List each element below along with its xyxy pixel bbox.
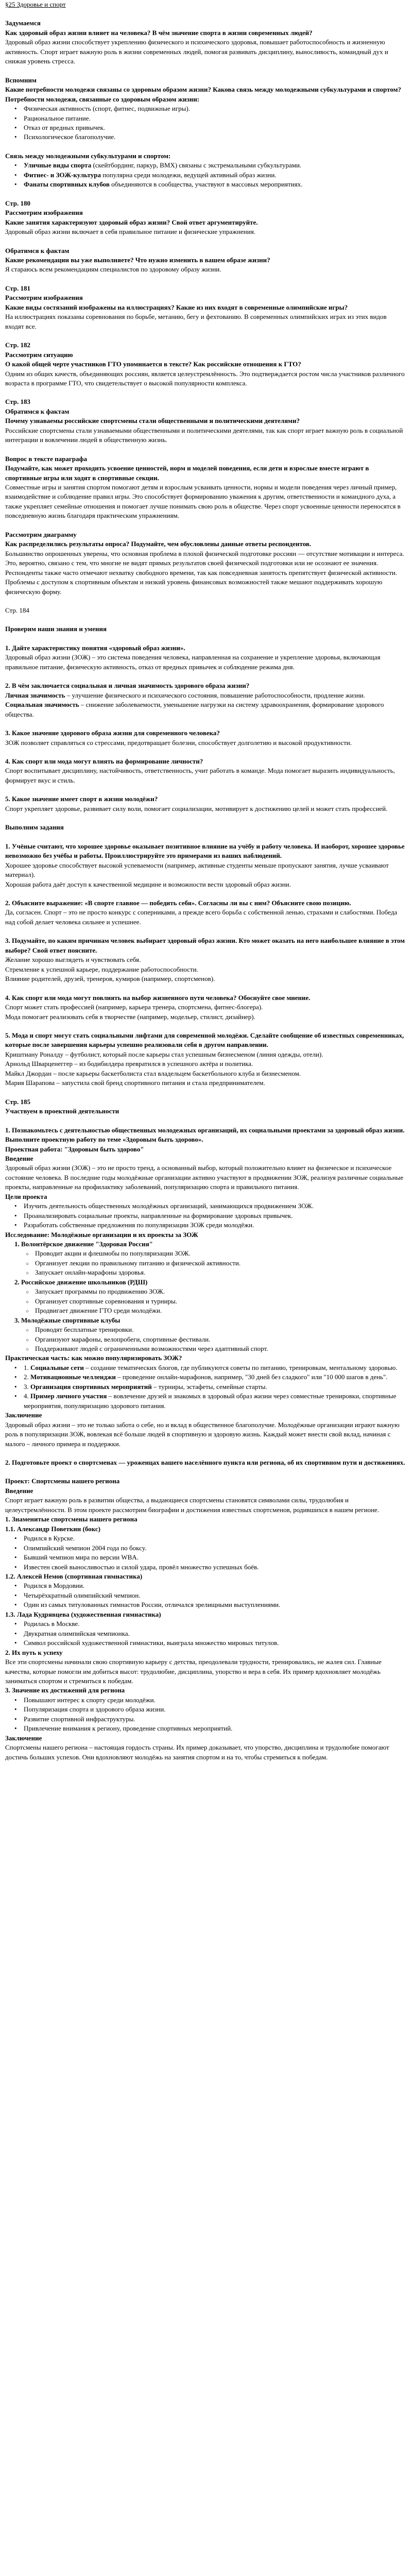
list-item: [5, 1638, 407, 1648]
list-item-text: Привлечение внимания к региону, проведение спортивных мероприятий.: [24, 1724, 233, 1733]
list-item: [5, 1534, 407, 1543]
bold-lead: Социальная значимость: [5, 701, 79, 709]
dot-bullet-icon: [14, 1563, 24, 1572]
list-item: [5, 1201, 407, 1211]
spacer: [5, 785, 407, 794]
dot-bullet-icon: [14, 1715, 24, 1724]
text-line: Одним из общих качеств, объединяющих россиян, является целеустремлённость. Это подтверждается ростом числа участников различного возраста в программе ГТО, что свидетельствует о высокой популярности комплекса.: [5, 369, 405, 387]
spacer: [5, 672, 407, 681]
list-item: [5, 1372, 407, 1382]
list-item-text: Продвигает движение ГТО среди молодёжи.: [35, 1307, 162, 1315]
heading-line: 3. Значение их достижений для региона: [5, 1686, 125, 1694]
dot-bullet-icon: [14, 1372, 24, 1382]
list-item: [5, 1563, 407, 1572]
list-item-text: Рациональное питание.: [24, 114, 91, 122]
dot-bullet-icon: [14, 1629, 24, 1638]
spacer: [5, 634, 407, 643]
spacer: [5, 331, 407, 341]
spacer: [5, 445, 407, 454]
list-item-text: Бывший чемпион мира по версии WBA.: [24, 1553, 139, 1562]
heading-line: 1. Учёные считают, что хорошее здоровье оказывает позитивное влияние на учёбу и работу человека. И наоборот, хорошее здоровье невозможно без учёбы и работы. Проиллюстрируйте это примерами из ваших наблюдений.: [5, 842, 405, 860]
heading-line: Стр. 180: [5, 199, 30, 207]
circle-bullet-icon: [26, 1297, 35, 1306]
bold-lead: Личная значимость: [5, 691, 65, 699]
list-item-text: Отказ от вредных привычек.: [24, 123, 106, 131]
spacer: [5, 190, 407, 199]
text-line: Мода помогает реализовать себя в творчестве (например, модельер, стилист, дизайнер).: [5, 1012, 255, 1021]
list-item-text: Психологическое благополучие.: [24, 133, 116, 141]
text-line: Спорт воспитывает дисциплину, настойчивость, ответственность, учит работать в команде. Мода помогает выразить индивидуальность, формирует вкус и стиль.: [5, 767, 395, 784]
spacer: [5, 748, 407, 757]
dot-bullet-icon: [14, 114, 24, 123]
text-line: Спорт укрепляет здоровье, развивает силу воли, помогает социализации, мотивирует к достижению целей и может стать профессией.: [5, 804, 388, 812]
heading-line: Вспомним: [5, 76, 37, 84]
text-line: Спорт играет важную роль в развитии общества, а выдающиеся спортсмены становятся символами силы, трудолюбия и целеустремлённости. В этом проекте рассмотрим биографии и достижения известных спортсменов, родившихся в нашем регионе.: [5, 1496, 380, 1514]
heading-line: Вопрос в тексте параграфа: [5, 454, 88, 463]
heading-line: 4. Как спорт или мода могут повлиять на выбор жизненного пути человека? Обоснуйте свое мнение.: [5, 993, 311, 1002]
circle-bullet-icon: [26, 1306, 35, 1315]
heading-line: Какие потребности молодежи связаны со здоровым образом жизни? Какова связь между молодежными субкультурами и спортом?: [5, 86, 401, 94]
text-line: Российские спортсмены стали узнаваемыми общественными и политическими деятелями, так как спорт играет важную роль в социальной интеграции и вовлечении людей в общественную жизнь.: [5, 426, 403, 444]
list-item-text: Физическая активность (спорт, фитнес, подвижные игры).: [24, 105, 191, 113]
list-item: [5, 1297, 407, 1306]
list-item-text: 1. Социальные сети – создание тематических блогов, где публикуются советы по питанию, тренировкам, ментальному здоровью.: [24, 1363, 398, 1371]
list-item: [5, 114, 407, 123]
list-item-text: 3. Организация спортивных мероприятий – турниры, эстафеты, семейные старты.: [24, 1382, 267, 1391]
list-item: [5, 1591, 407, 1600]
list-item: [5, 1629, 407, 1638]
spacer: [5, 889, 407, 899]
spacer: [5, 814, 407, 823]
list-item-text: Фитнес- и ЗОЖ-культура популярна среди молодежи, ведущей активный образ жизни.: [24, 171, 277, 179]
heading-line: Заключение: [5, 1734, 42, 1742]
bold-lead: Пример личного участия: [30, 1392, 107, 1400]
heading-line: Связь между молодежными субкультурами и спортом:: [5, 151, 171, 160]
heading-line: Стр. 185: [5, 1097, 30, 1106]
text-line: Майкл Джордан – после карьеры баскетболиста стал владельцем баскетбольного клуба и бизнесменом.: [5, 1069, 301, 1077]
list-item-text: Разработать собственные предложения по популяризации ЗОЖ среди молодёжи.: [24, 1221, 254, 1229]
dot-bullet-icon: [14, 1724, 24, 1733]
list-item: [5, 1553, 407, 1562]
list-item-text: Популяризация спорта и здорового образа жизни.: [24, 1705, 166, 1714]
heading-line: 1.2. Алексей Немов (спортивная гимнастика): [5, 1572, 143, 1580]
circle-bullet-icon: [26, 1344, 35, 1353]
heading-line: Проектная работа: "Здоровым быть здорово": [5, 1145, 144, 1153]
heading-line: 1. Знаменитые спортсмены нашего региона: [5, 1515, 138, 1523]
heading-line: Потребности молодежи, связанные со здоровым образом жизни:: [5, 95, 200, 103]
bold-lead: Мотивационные челленджи: [30, 1373, 116, 1381]
spacer: [5, 1088, 407, 1097]
list-item: [5, 1392, 407, 1411]
spacer: [5, 1467, 407, 1477]
heading-line: Рассмотрим ситуацию: [5, 350, 73, 359]
list-item: [5, 1363, 407, 1372]
dot-bullet-icon: [14, 132, 24, 142]
heading-line: 3. Молодёжные спортивные клубы: [14, 1316, 121, 1324]
list-item-text: Организуют марафоны, велопробеги, спортивные фестивали.: [35, 1335, 211, 1343]
list-item: [5, 104, 407, 113]
text-line: Большинство опрошенных уверены, что основная проблема в плохой физической подготовке россиян — отсутствие мотивации и интереса. Это, вероятно, связано с тем, что многие не видят прямых результатов своей физической подготовки или не осознают ее значения. Респонденты также часто отмечают нехватку свободного времени, так как повседневная занятость препятствует физической активности. Проблемы с доступом к спортивным объектам и низкий уровень финансовых возможностей также мешают поддерживать хорошую физическую форму.: [5, 549, 404, 596]
list-item-text: Двукратная олимпийская чемпионка.: [24, 1629, 130, 1637]
list-item-text: Уличные виды спорта (скейтбординг, паркур, BMX) связаны с экстремальными субкультурами.: [24, 161, 302, 170]
text-line: §25 Здоровье и спорт: [5, 1, 66, 8]
heading-line: 1.1. Александр Поветкин (бокс): [5, 1524, 100, 1533]
spacer: [5, 984, 407, 993]
list-item: [5, 1287, 407, 1296]
list-item: [5, 1696, 407, 1705]
dot-bullet-icon: [14, 1221, 24, 1230]
text-line: Желание хорошо выглядеть и чувствовать себя.: [5, 956, 141, 964]
dot-bullet-icon: [14, 161, 24, 170]
text-line: Спортсмены нашего региона – настоящая гордость страны. Их пример доказывает, что упорство, дисциплина и трудолюбие помогают достичь больших успехов. Они вдохновляют молодёжь на занятия спортом и на то, чтобы стремиться к победам.: [5, 1743, 389, 1761]
text-line: Здоровый образ жизни включает в себя правильное питание и физические упражнения.: [5, 228, 255, 236]
dot-bullet-icon: [14, 1544, 24, 1553]
list-item: [5, 1715, 407, 1724]
list-item-text: Родилась в Москве.: [24, 1620, 80, 1628]
text-line: Мария Шарапова – запустила свой бренд спортивного питания и стала предпринимателем.: [5, 1079, 265, 1087]
list-item-text: Проанализировать социальные проекты, направленные на формирование здоровых привычек.: [24, 1211, 293, 1219]
text-line: Здоровый образ жизни (ЗОЖ) – это не просто тренд, а основанный выбор, который положительно влияет на физическое и психическое состояние человека. В последние годы молодёжные организации активно участвуют в продвижении ЗОЖ, реализуя различные социальные проекты, направленные на профилактику заболеваний, популяризацию спорта и правильного питания.: [5, 1164, 404, 1191]
heading-line: 2. В чём заключается социальная и личная значимость здорового образа жизни?: [5, 682, 250, 690]
text-line: Я стараюсь всем рекомендациям специалистов по здоровому образу жизни.: [5, 265, 221, 274]
heading-line: Введение: [5, 1486, 33, 1495]
circle-bullet-icon: [26, 1249, 35, 1258]
heading-line: Какие рекомендации вы уже выполняете? Что нужно изменить в вашем образе жизни?: [5, 256, 270, 264]
list-item-text: Проводят бесплатные тренировки.: [35, 1326, 134, 1334]
text-line: Личная значимость – улучшение физического и психического состояния, повышение работоспособности, продление жизни.: [5, 691, 365, 699]
text-line: Хорошее здоровье способствует высокой успеваемости (например, активные студенты меньше пропускают занятия, лучше усваивают материал).: [5, 861, 389, 879]
heading-line: Стр. 183: [5, 398, 30, 406]
heading-line: Какие виды состязаний изображены на иллюстрациях? Какие из них входят в современные олимпийские игры?: [5, 303, 348, 311]
list-item-text: Символ российской художественной гимнастики, выиграла множество мировых титулов.: [24, 1639, 279, 1647]
list-item-text: Запускает онлайн-марафоны здоровья.: [35, 1268, 146, 1277]
bold-lead: Уличные виды спорта: [24, 161, 92, 170]
list-item: [5, 1306, 407, 1315]
spacer: [5, 1116, 407, 1126]
list-item-text: Изучить деятельность общественных молодёжных организаций, занимающихся продвижением ЗОЖ.: [24, 1202, 314, 1210]
spacer: [5, 719, 407, 728]
text-line: Криштиану Роналду – футболист, который после карьеры стал успешным бизнесменом (линия одежды, отели).: [5, 1050, 323, 1058]
dot-bullet-icon: [14, 171, 24, 180]
list-item: [5, 1600, 407, 1609]
text-line: Хорошая работа даёт доступ к качественной медицине и возможности вести здоровый образ жизни.: [5, 880, 291, 888]
heading-line: Проект: Спортсмены нашего региона: [5, 1477, 120, 1485]
list-item-text: Развитие спортивной инфраструктуры.: [24, 1715, 135, 1723]
spacer: [5, 927, 407, 936]
heading-line: Выполним задания: [5, 823, 64, 832]
heading-line: Заключение: [5, 1411, 42, 1419]
heading-line: 2. Объясните выражение: «В спорте главное — победить себя». Согласны ли вы с ним? Объясните свою позицию.: [5, 899, 351, 907]
list-item: [5, 1619, 407, 1629]
dot-bullet-icon: [14, 1705, 24, 1714]
list-item: [5, 1581, 407, 1590]
heading-line: 1.3. Лада Кудрявцева (художественная гимнастика): [5, 1610, 161, 1618]
heading-line: Как здоровый образ жизни влияет на человека? В чём значение спорта в жизни современных людей?: [5, 28, 313, 37]
text-line: Здоровый образ жизни (ЗОЖ) – это система поведения человека, направленная на сохранение и укрепление здоровья, включающая правильное питание, физическую активность, отказ от вредных привычек и соблюдение режима дня.: [5, 653, 381, 671]
dot-bullet-icon: [14, 123, 24, 132]
spacer: [5, 237, 407, 246]
list-item: [5, 1705, 407, 1714]
dot-bullet-icon: [14, 1581, 24, 1590]
dot-bullet-icon: [14, 1591, 24, 1600]
list-item: [5, 1344, 407, 1353]
heading-line: 1. Познакомьтесь с деятельностью общественных молодежных организаций, их социальными проектами за здоровый образ жизни. Выполните проектную работу по теме «Здоровым быть здорово».: [5, 1126, 405, 1144]
spacer: [5, 1449, 407, 1458]
list-item-text: Повышают интерес к спорту среди молодёжи.: [24, 1696, 156, 1704]
heading-line: 3. Какое значение здорового образа жизни для современного человека?: [5, 729, 220, 737]
text-line: На иллюстрациях показаны соревнования по борьбе, метанию, бегу и фехтованию. В современных олимпийских играх из этих видов входят все.: [5, 313, 387, 330]
heading-line: Стр. 182: [5, 341, 30, 349]
text-line: ЗОЖ позволяет справляться со стрессами, предотвращает болезни, способствует долголетию и высокой продуктивности.: [5, 738, 352, 747]
dot-bullet-icon: [14, 1696, 24, 1705]
dot-bullet-icon: [14, 1392, 24, 1411]
heading-line: Исследование: Молодёжные организации и их проекты за ЗОЖ: [5, 1230, 198, 1239]
heading-line: 2. Российское движение школьников (РДШ): [14, 1278, 148, 1286]
heading-line: Проверим наши знания и умения: [5, 625, 107, 633]
list-item-text: Проводит акции и флешмобы по популяризации ЗОЖ.: [35, 1249, 191, 1258]
heading-line: 3. Подумайте, по каким причинам человек выбирает здоровый образ жизни. Кто может оказать на него наибольшее влияние в этом выборе? Свой ответ поясните.: [5, 937, 405, 954]
heading-line: Задумаемся: [5, 19, 41, 27]
text-line: Здоровый образ жизни – это не только забота о себе, но и вклад в общественное благополучие. Молодёжные организации играют важную роль в популяризации ЗОЖ, вовлекая всё больше людей в спортивную и здоровую жизнь. Каждый может внести свой вклад, начиная с малого – личного примера и поддержки.: [5, 1420, 400, 1448]
text-line: Здоровый образ жизни способствует укреплению физического и психического здоровья, повышает работоспособность и жизненную активность. Спорт играет важную роль в жизни современных людей, помогая развивать дисциплину, выносливость, командный дух и снижая уровень стресса.: [5, 38, 388, 65]
text-line: Арнольд Шварценеггер – из бодибилдера превратился в успешного актёра и политика.: [5, 1060, 253, 1068]
list-item-text: 2. Мотивационные челленджи – проведение онлайн-марафонов, например, "30 дней без сладкого" или "10 000 шагов в день".: [24, 1373, 388, 1381]
circle-bullet-icon: [26, 1325, 35, 1334]
dot-bullet-icon: [14, 1553, 24, 1562]
dot-bullet-icon: [14, 1211, 24, 1221]
heading-line: 1. Волонтёрское движение "Здоровая Россия": [14, 1240, 153, 1248]
list-item: [5, 1211, 407, 1221]
circle-bullet-icon: [26, 1335, 35, 1344]
heading-line: 4. Как спорт или мода могут влиять на формирование личности?: [5, 757, 203, 765]
text-line: Да, согласен. Спорт – это не просто конкурс с соперниками, а прежде всего борьба с собственной ленью, страхами и слабостями. Победа над собой делает человека сильнее и успешнее.: [5, 908, 398, 926]
list-item-text: 4. Пример личного участия – вовлечение друзей и знакомых в здоровый образ жизни через совместные тренировки, спортивные мероприятия, популяризацию здорового питания.: [24, 1392, 397, 1410]
list-item: [5, 180, 407, 189]
dot-bullet-icon: [14, 1619, 24, 1629]
dot-bullet-icon: [14, 1638, 24, 1648]
heading-line: Рассмотрим изображения: [5, 209, 83, 217]
spacer: [5, 833, 407, 842]
spacer: [5, 521, 407, 530]
list-item: [5, 1325, 407, 1334]
list-item: [5, 123, 407, 132]
bold-lead: Фитнес- и ЗОЖ-культура: [24, 171, 101, 179]
spacer: [5, 142, 407, 151]
list-item: [5, 1259, 407, 1268]
circle-bullet-icon: [26, 1259, 35, 1268]
list-item-text: Организует спортивные соревнования и турниры.: [35, 1297, 177, 1305]
spacer: [5, 388, 407, 397]
heading-line: Стр. 181: [5, 284, 30, 292]
heading-line: 1. Дайте характеристику понятия «здоровый образ жизни».: [5, 643, 185, 652]
heading-line: 5. Мода и спорт могут стать социальными лифтами для современной молодёжи. Сделайте сообщение об известных современниках, которые после завершения карьеры успешно реализовали себя в другом направлении.: [5, 1031, 404, 1049]
dot-bullet-icon: [14, 1534, 24, 1543]
list-item-text: Родился в Курске.: [24, 1534, 75, 1543]
list-item-text: Запускает программы по продвижению ЗОЖ.: [35, 1287, 165, 1296]
heading-line: Рассмотрим диаграмму: [5, 530, 77, 538]
heading-line: 2. Их путь к успеху: [5, 1648, 63, 1656]
heading-line: Обратимся к фактам: [5, 407, 70, 415]
spacer: [5, 9, 407, 19]
list-item-text: Организует лекции по правильному питанию и физической активности.: [35, 1259, 241, 1267]
heading-line: Обратимся к фактам: [5, 246, 70, 255]
heading-line: Рассмотрим изображения: [5, 294, 83, 302]
bold-lead: Организация спортивных мероприятий: [30, 1382, 152, 1391]
spacer: [5, 275, 407, 284]
dot-bullet-icon: [14, 1363, 24, 1372]
heading-line: Практическая часть: как можно популяризировать ЗОЖ?: [5, 1354, 182, 1362]
list-item-text: Фанаты спортивных клубов объединяются в сообщества, участвуют в массовых мероприятиях.: [24, 180, 303, 189]
heading-line: 2. Подготовьте проект о спортсменах — уроженцах вашего населённого пункта или региона, об их спортивном пути и достижениях.: [5, 1459, 405, 1466]
spacer: [5, 66, 407, 76]
heading-line: О какой общей черте участников ГТО упоминается в тексте? Как российские отношения к ГТО?: [5, 360, 301, 368]
list-item: [5, 132, 407, 142]
heading-line: Участвуем в проектной деятельности: [5, 1107, 119, 1115]
text-line: Совместные игры и занятия спортом помогают детям и взрослым усваивать ценности, нормы и модели поведения через личный пример, взаимодействие и соблюдение правил игры. Это способствует формированию уважения к другим, ответственности и командного духа, а также укрепляет семейные отношения и помогает лучше понимать свою роль в обществе. Через спорт усвоенные ценности переносятся в повседневную жизнь благодаря практическим упражнениям.: [5, 483, 401, 520]
list-item: [5, 171, 407, 180]
list-item: [5, 161, 407, 170]
heading-line: Почему узнаваемы российские спортсмены стали общественными и политическими деятелями?: [5, 417, 300, 425]
bold-lead: Фанаты спортивных клубов: [24, 180, 110, 189]
list-item-text: Один из самых титулованных гимнастов России, отличался зрелищными выступлениями.: [24, 1601, 281, 1609]
list-item-text: Поддерживают людей с ограниченными возможностями через адаптивный спорт.: [35, 1345, 268, 1353]
list-item-text: Родился в Мордовии.: [24, 1582, 84, 1590]
heading-line: 5. Какое значение имеет спорт в жизни молодёжи?: [5, 795, 158, 803]
heading-line: Подумайте, как может проходить усвоение ценностей, норм и моделей поведения, если дети и взрослые вместе играют в спортивные игры или ходят в спортивные секции.: [5, 464, 369, 482]
bold-lead: Социальные сети: [30, 1363, 84, 1371]
list-item-text: Известен своей выносливостью и силой удара, провёл множество успешных боёв.: [24, 1563, 259, 1571]
dot-bullet-icon: [14, 1201, 24, 1211]
circle-bullet-icon: [26, 1287, 35, 1296]
list-item: [5, 1249, 407, 1258]
dot-bullet-icon: [14, 180, 24, 189]
list-item: [5, 1221, 407, 1230]
list-item: [5, 1544, 407, 1553]
list-item: [5, 1724, 407, 1733]
list-item: [5, 1268, 407, 1277]
heading-line: Цели проекта: [5, 1192, 47, 1200]
text-line: Влияние родителей, друзей, тренеров, кумиров (например, спортсменов).: [5, 975, 215, 983]
spacer: [5, 1022, 407, 1031]
dot-bullet-icon: [14, 1382, 24, 1392]
spacer: [5, 597, 407, 606]
text-line: Спорт может стать профессией (например, карьера тренера, спортсмена, фитнес-блогера).: [5, 1003, 263, 1011]
dot-bullet-icon: [14, 104, 24, 113]
list-item: [5, 1382, 407, 1392]
list-item-text: Четырёхкратный олимпийский чемпион.: [24, 1591, 141, 1599]
heading-line: Как распределились результаты опроса? Подумайте, чем обусловлены данные ответы респондентов.: [5, 540, 312, 548]
heading-line: Введение: [5, 1154, 33, 1162]
list-item: [5, 1335, 407, 1344]
circle-bullet-icon: [26, 1268, 35, 1277]
spacer: [5, 615, 407, 624]
text-line: Социальная значимость – снижение заболеваемости, уменьшение нагрузки на систему здравоохранения, формирование здорового общества.: [5, 701, 384, 718]
text-line: Стремление к успешной карьере, поддержание работоспособности.: [5, 965, 198, 973]
heading-line: Какие занятия характеризуют здоровый образ жизни? Свой ответ аргументируйте.: [5, 218, 258, 226]
list-item-text: Олимпийский чемпион 2004 года по боксу.: [24, 1544, 147, 1552]
text-line: Стр. 184: [5, 606, 29, 615]
text-line: Все эти спортсмены начинали свою спортивную карьеру с детства, преодолевали трудности, тренировались, не жалея сил. Главные качества, которые помогли им добиться высот: трудолюбие, дисциплина, упорство и вера в себя. Их пример вдохновляет молодёжь заниматься спортом и стремиться к победам.: [5, 1658, 382, 1685]
dot-bullet-icon: [14, 1600, 24, 1609]
